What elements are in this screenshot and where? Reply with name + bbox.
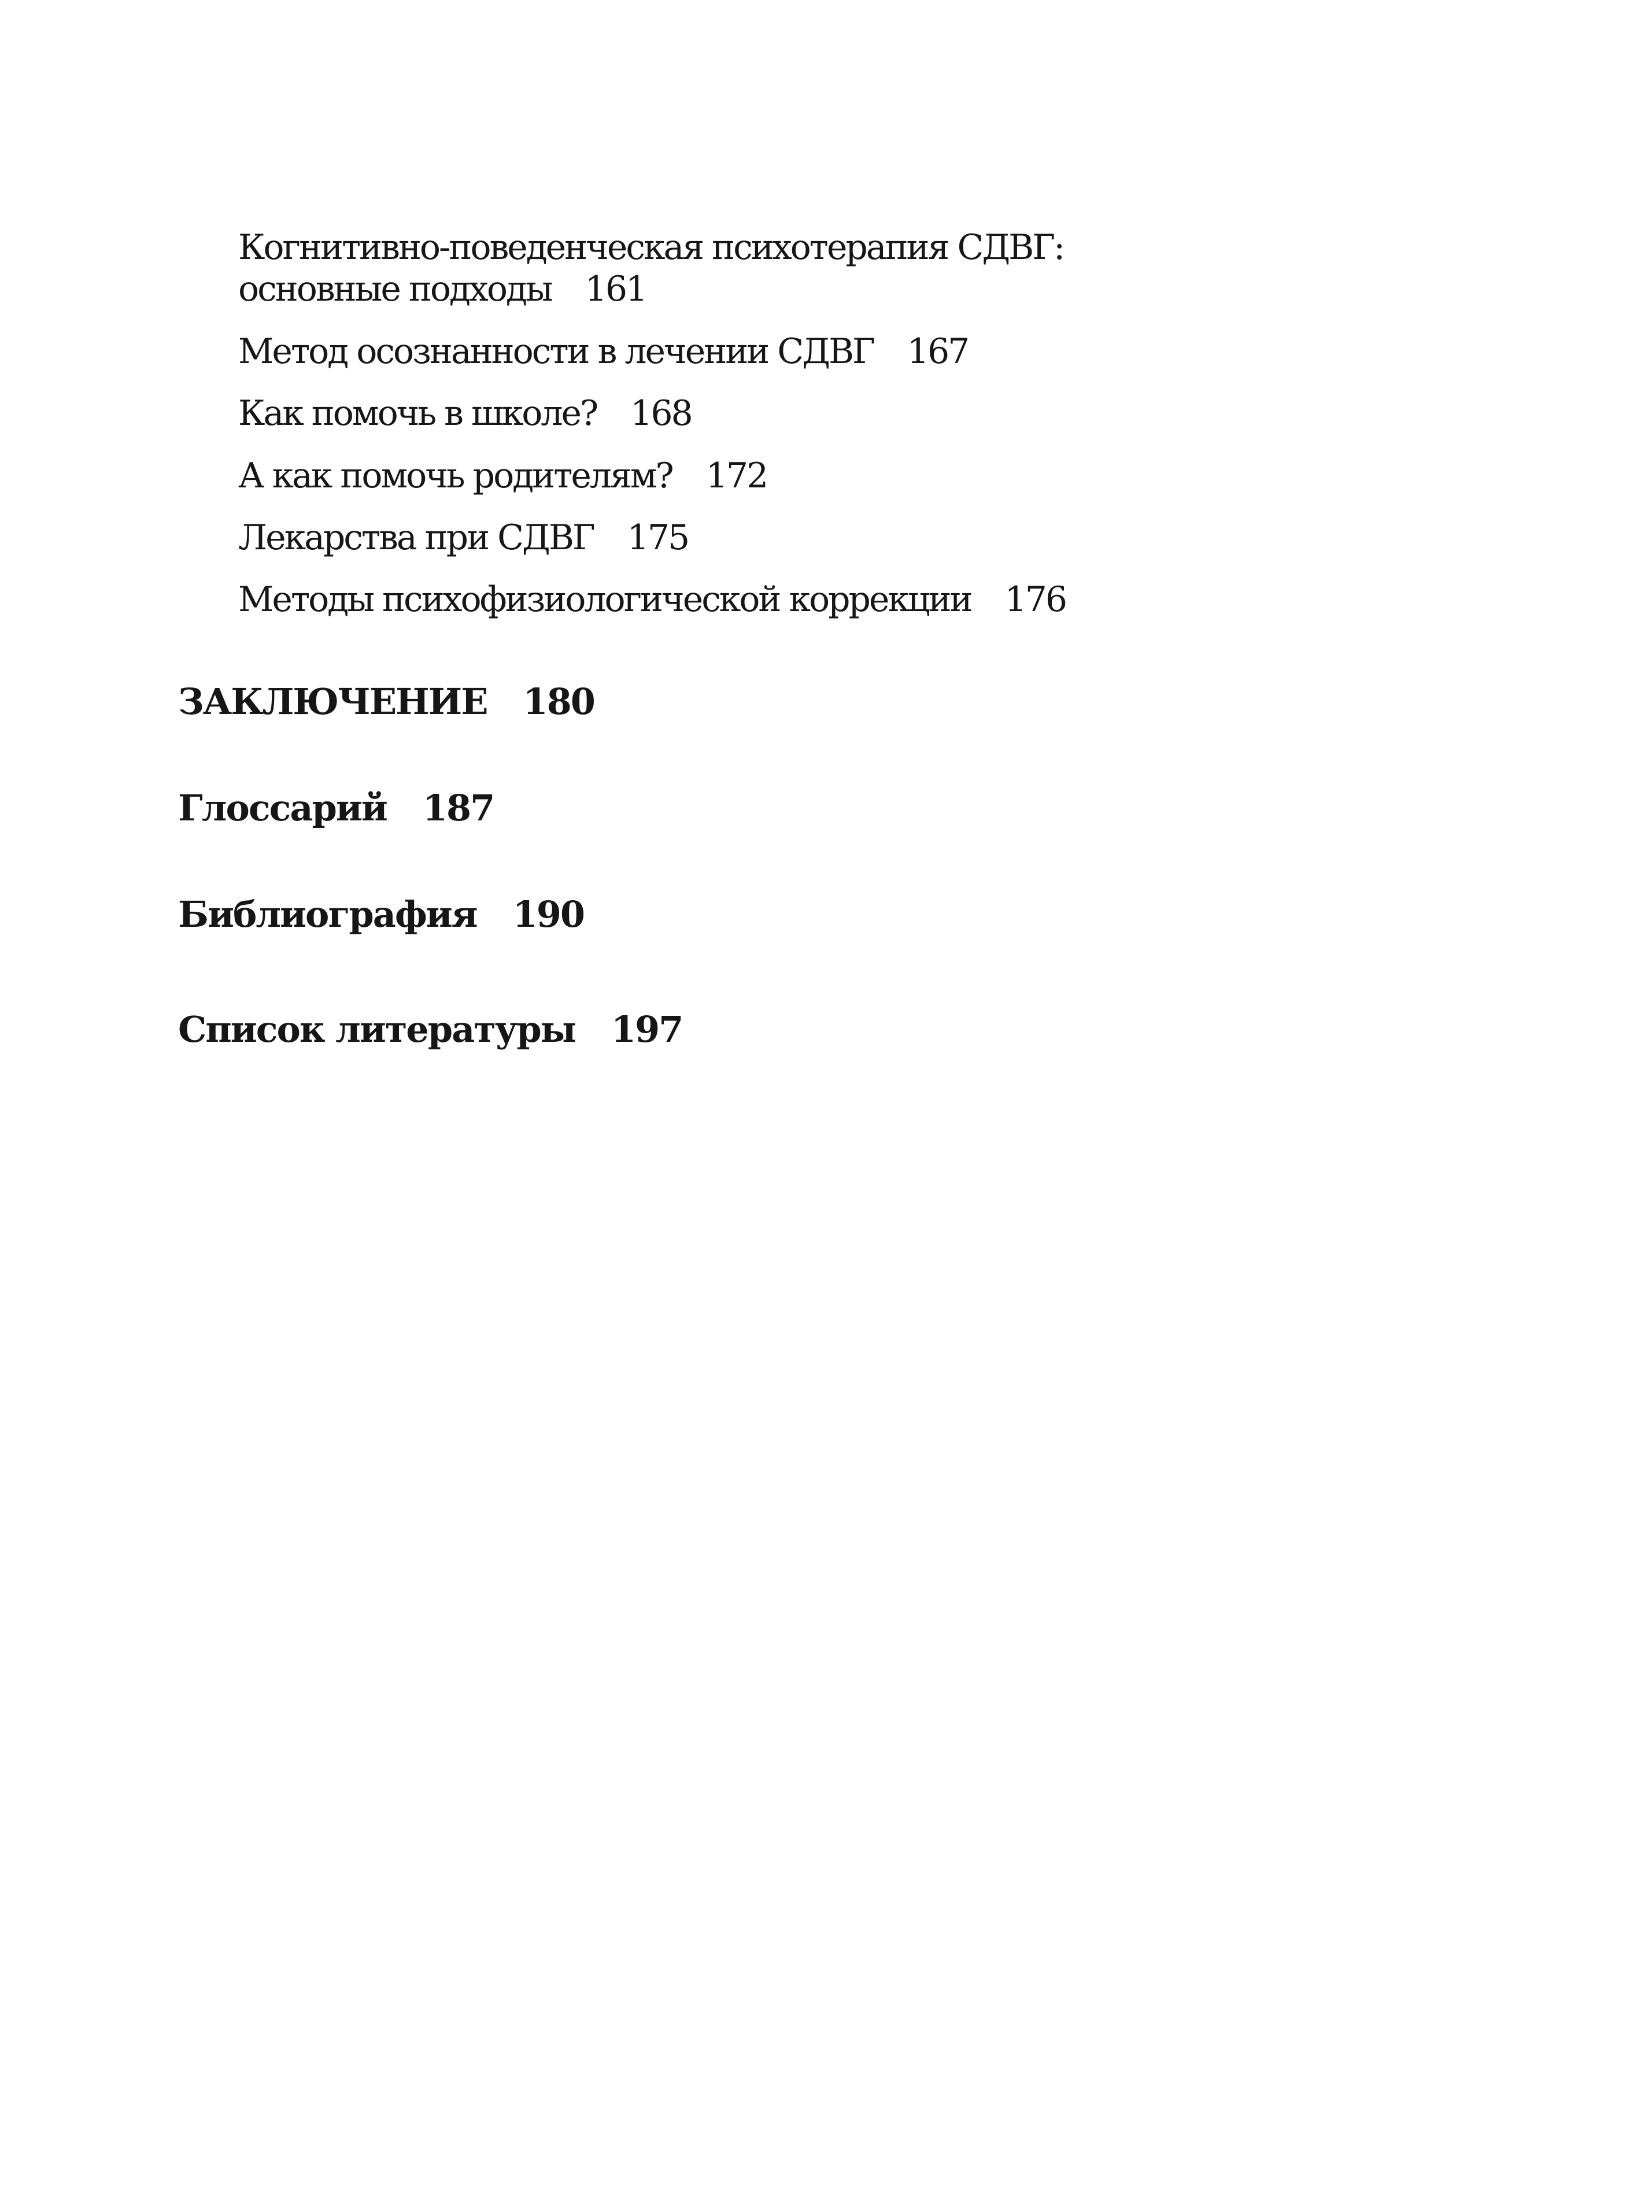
- toc-entry-title: Метод осознанности в лечении СДВГ: [238, 331, 874, 372]
- toc-section-page: 187: [422, 787, 494, 829]
- toc-entry-title: Как помочь в школе?: [238, 393, 597, 434]
- toc-entry-title-line2: основные подходы: [238, 269, 552, 309]
- toc-entry-page: 167: [907, 331, 969, 372]
- toc-entry-page: 172: [705, 456, 767, 496]
- toc-section[interactable]: [178, 1008, 682, 1051]
- toc-entry-continued[interactable]: [238, 268, 646, 310]
- toc-entry-title: Лекарства при СДВГ: [238, 517, 594, 558]
- toc-entry[interactable]: [238, 227, 1063, 268]
- toc-entry[interactable]: [238, 579, 1066, 620]
- toc-entry[interactable]: [238, 517, 688, 558]
- toc-entry-page: 161: [585, 269, 646, 309]
- toc-entry-page: 176: [1004, 579, 1066, 620]
- toc-entry-title: А как помочь родителям?: [238, 456, 672, 496]
- toc-section-title: Список литературы: [178, 1008, 575, 1050]
- toc-section-page: 180: [523, 680, 594, 723]
- toc-section-title: Глоссарий: [178, 787, 387, 829]
- toc-entry-page: 168: [630, 393, 692, 434]
- toc-section[interactable]: [178, 893, 584, 936]
- toc-section[interactable]: [178, 787, 494, 830]
- toc-entry-title: Методы психофизиологической коррекции: [238, 579, 971, 620]
- toc-section[interactable]: [178, 680, 594, 723]
- toc-section-title: ЗАКЛЮЧЕНИЕ: [178, 680, 487, 723]
- toc-section-page: 197: [611, 1008, 683, 1050]
- toc-entry[interactable]: [238, 331, 968, 372]
- toc-entry-title-line1: Когнитивно-поведенческая психотерапия СДВГ:: [238, 227, 1064, 268]
- toc-section-page: 190: [512, 893, 585, 935]
- toc-entry[interactable]: [238, 393, 692, 434]
- toc-section-title: Библиография: [178, 893, 477, 935]
- toc-entry-page: 175: [627, 517, 689, 558]
- toc-entry[interactable]: [238, 455, 767, 497]
